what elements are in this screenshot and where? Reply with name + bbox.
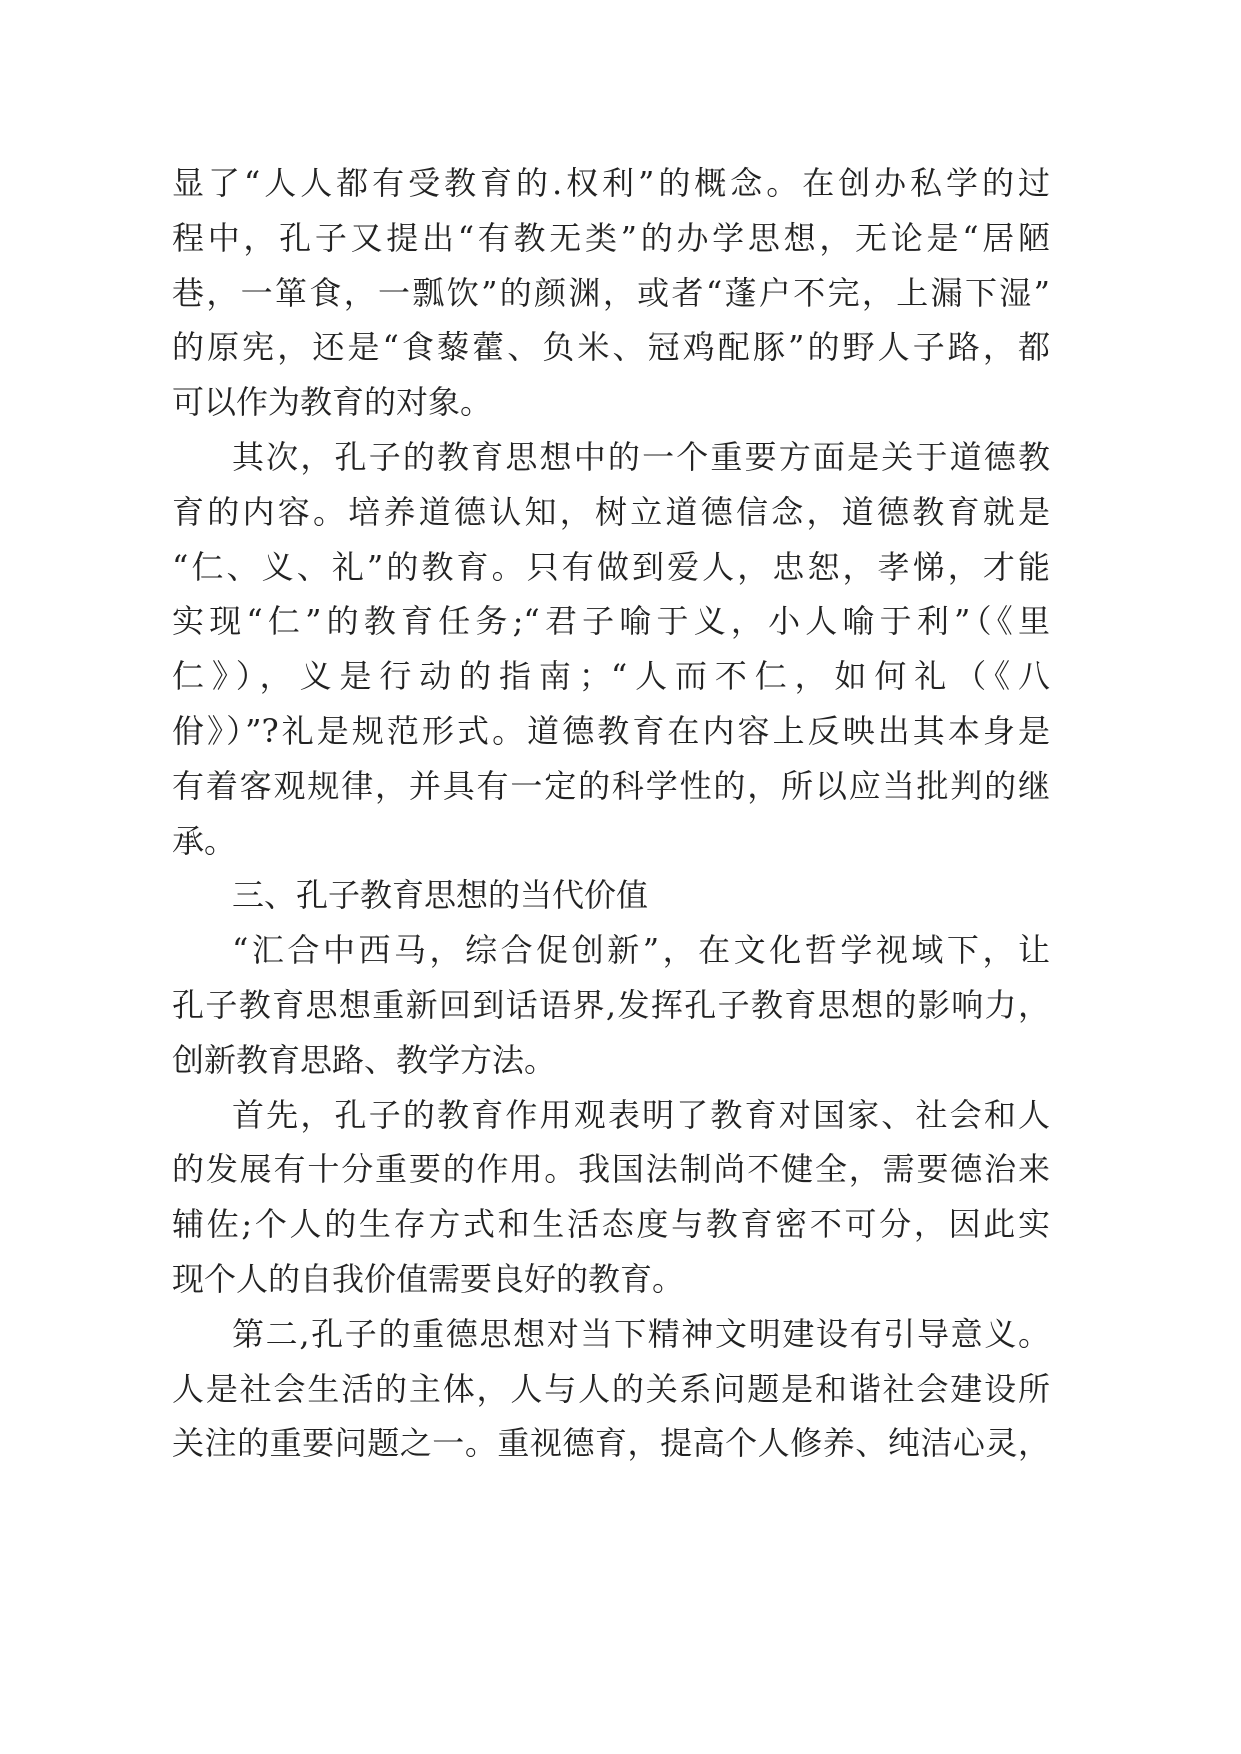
text-line: 辅佐;个人的生存方式和生活态度与教育密不可分，因此实	[172, 1205, 1050, 1244]
paragraph	[172, 1307, 1050, 1471]
text-line: 显了“人人都有受教育的.权利”的概念。在创办私学的过	[172, 164, 1050, 202]
text-line: 人是社会生活的主体，人与人的关系问题是和谐社会建设所	[172, 1369, 1050, 1408]
text-line: 现个人的自我价值需要良好的教育。	[172, 1259, 685, 1298]
paragraph	[172, 156, 1050, 430]
text-line: 孔子教育思想重新回到话语界,发挥孔子教育思想的影响力，	[172, 985, 1050, 1024]
text-line: 育的内容。培养道德认知，树立道德信念，道德教育就是	[172, 492, 1050, 531]
text-line: “汇合中西马，综合促创新”，在文化哲学视域下，让	[232, 931, 1050, 970]
paragraph	[172, 1088, 1050, 1307]
section-heading	[172, 868, 1050, 923]
text-line: 有着客观规律，并具有一定的科学性的，所以应当批判的继	[172, 766, 1050, 805]
paragraph	[172, 923, 1050, 1087]
text-line: 首先，孔子的教育作用观表明了教育对国家、社会和人	[232, 1095, 1050, 1134]
text-line: 的原宪，还是“食藜藿、负米、冠鸡配豚”的野人子路，都	[172, 328, 1050, 367]
text-line: 实现“仁”的教育任务;“君子喻于义，小人喻于利”（《里	[172, 602, 1050, 641]
text-line: “仁、义、礼”的教育。只有做到爱人，忠恕，孝悌，才能	[172, 547, 1050, 586]
text-line: 巷，一箪食，一瓢饮”的颜渊，或者“蓬户不完，上漏下湿”	[172, 273, 1050, 312]
document-body	[172, 156, 1050, 1471]
text-line: 仁》），义是行动的指南；“人而不仁，如何礼（《八	[172, 657, 1050, 696]
text-line: 其次，孔子的教育思想中的一个重要方面是关于道德教	[232, 437, 1050, 476]
text-line: 承。	[172, 821, 237, 860]
text-line: 佾》）”?礼是规范形式。道德教育在内容上反映出其本身是	[172, 711, 1050, 750]
text-line: 程中，孔子又提出“有教无类”的办学思想，无论是“居陋	[172, 218, 1050, 257]
section-heading-text: 三、孔子教育思想的当代价值	[232, 876, 649, 915]
text-line: 第二,孔子的重德思想对当下精神文明建设有引导意义。	[232, 1314, 1050, 1353]
text-line: 可以作为教育的对象。	[172, 383, 493, 422]
text-line: 关注的重要问题之一。重视德育，提高个人修养、纯洁心灵，	[172, 1424, 1050, 1463]
paragraph	[172, 430, 1050, 868]
text-line: 创新教育思路、教学方法。	[172, 1040, 557, 1079]
text-line: 的发展有十分重要的作用。我国法制尚不健全，需要德治来	[172, 1150, 1050, 1189]
